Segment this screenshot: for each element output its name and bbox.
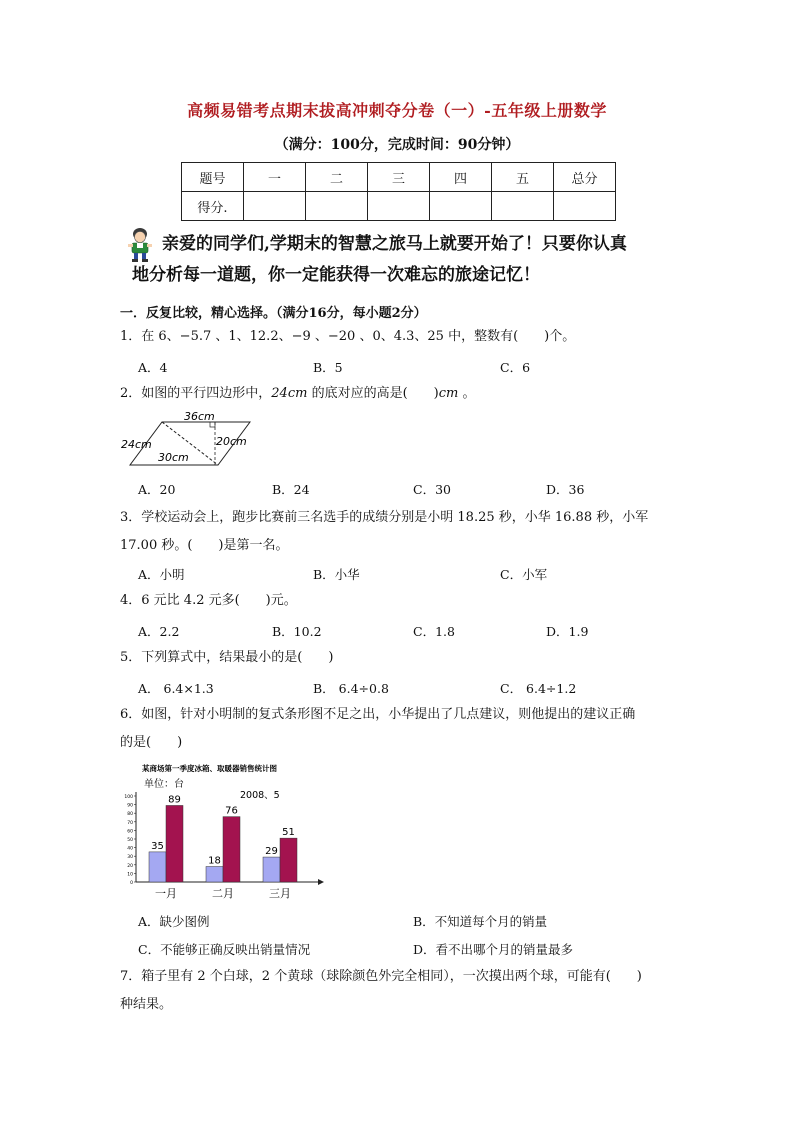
chart-bar-value-label: 35: [151, 840, 164, 852]
chart-category-label: 一月: [155, 887, 177, 900]
question-3-text: [120, 504, 680, 560]
score-input-cell[interactable]: [306, 192, 368, 221]
chart-bar: [280, 838, 297, 882]
greeting-text: [132, 229, 682, 291]
option-b[interactable]: B．小华: [313, 567, 360, 582]
option-d[interactable]: D．1.9: [546, 624, 589, 639]
chart-y-tick-label: 90: [127, 803, 133, 809]
figure-label-right: 20cm: [216, 435, 247, 448]
chart-y-tick-label: 0: [130, 881, 133, 886]
option-a[interactable]: A．2.2: [138, 624, 180, 639]
chart-category-label: 二月: [212, 887, 234, 900]
question-6-text: [120, 701, 680, 757]
option-b[interactable]: B．24: [272, 482, 310, 497]
score-header-cell: 五: [492, 163, 554, 192]
question-7-line: 7．箱子里有 2 个白球，2 个黄球（球除颜色外完全相同），一次摸出两个球，可能有( ): [120, 969, 642, 984]
option-c[interactable]: C．小军: [500, 567, 548, 582]
chart-y-tick-label: 100: [124, 795, 133, 800]
chart-y-tick-label: 10: [127, 872, 133, 878]
score-header-cell: 二: [306, 163, 368, 192]
greeting-line: 地分析每一道题，你一定能获得一次难忘的旅途记忆！: [132, 265, 540, 285]
chart-y-tick-label: 30: [127, 855, 133, 861]
question-7-text: [120, 963, 680, 1019]
option-a[interactable]: A．缺少图例: [138, 914, 210, 929]
option-a[interactable]: A．20: [138, 482, 176, 497]
option-c[interactable]: C．1.8: [413, 624, 455, 639]
exam-subtitle: （满分：100分，完成时间：90分钟）: [274, 137, 520, 153]
chart-bar-value-label: 51: [282, 827, 295, 839]
option-d[interactable]: D．36: [546, 482, 585, 497]
score-input-cell[interactable]: [492, 192, 554, 221]
option-c[interactable]: C． 6.4÷1.2: [500, 681, 577, 696]
chart-bar: [263, 857, 280, 882]
score-input-cell[interactable]: [430, 192, 492, 221]
question-2-part: 的底对应的高是( ): [307, 386, 439, 401]
question-2-part: 。: [458, 386, 476, 401]
chart-unit-label: 单位：台: [144, 779, 184, 790]
score-header-cell: 总分: [554, 163, 616, 192]
chart-bar: [223, 817, 240, 882]
section-heading: 一．反复比较，精心选择。（满分16分，每小题2分）: [120, 306, 427, 321]
greeting-line: 亲爱的同学们,学期末的智慧之旅马上就要开始了！只要你认真: [162, 234, 627, 254]
chart-title: 某商场第一季度冰箱、取暖器销售统计图: [142, 764, 277, 773]
option-b[interactable]: B．不知道每个月的销量: [413, 914, 548, 929]
score-header-cell: 四: [430, 163, 492, 192]
student-mascot-icon: [126, 226, 154, 262]
chart-bar-value-label: 18: [208, 855, 221, 867]
score-header-cell: 三: [368, 163, 430, 192]
option-a[interactable]: A．小明: [138, 567, 185, 582]
option-d[interactable]: D．看不出哪个月的销量最多: [413, 942, 574, 957]
question-1-text: 1．在 6、−5.7 、1、12.2、−9 、−20 、0、4.3、25 中，整数有( )个。: [120, 329, 576, 344]
chart-y-tick-label: 40: [127, 846, 133, 852]
question-3-line: 3．学校运动会上，跑步比赛前三名选手的成绩分别是小明 18.25 秒，小华 16.88 秒，小军: [120, 510, 649, 525]
chart-bar: [206, 867, 223, 882]
figure-label-top: 36cm: [184, 410, 215, 423]
chart-bar-value-label: 89: [168, 794, 181, 806]
chart-y-tick-label: 80: [127, 812, 133, 818]
chart-y-tick-label: 20: [127, 863, 133, 869]
chart-x-axis-arrow: [318, 879, 324, 885]
question-2-part: 2．如图的平行四边形中，: [120, 386, 272, 401]
question-2-unit: cm: [438, 386, 459, 401]
score-input-cell[interactable]: [244, 192, 306, 221]
score-table-score-row: [182, 192, 616, 221]
parallelogram-figure: [118, 410, 258, 470]
option-a[interactable]: A．4: [138, 360, 168, 375]
exam-title: 高频易错考点期末拔高冲刺夺分卷（一）-五年级上册数学: [187, 101, 607, 120]
score-input-cell[interactable]: [554, 192, 616, 221]
question-2-text: [120, 380, 680, 408]
score-row-label: 得分.: [182, 192, 244, 221]
option-b[interactable]: B． 6.4÷0.8: [313, 681, 389, 696]
score-table: [181, 162, 616, 221]
option-c[interactable]: C．30: [413, 482, 451, 497]
chart-y-tick-label: 70: [127, 820, 133, 826]
option-a[interactable]: A． 6.4×1.3: [138, 681, 214, 696]
option-c[interactable]: C．不能够正确反映出销量情况: [138, 942, 311, 957]
sales-bar-chart: [118, 760, 333, 905]
score-table-header-row: [182, 163, 616, 192]
chart-bars: [149, 794, 297, 900]
chart-bar: [166, 805, 183, 882]
option-c[interactable]: C．6: [500, 360, 531, 375]
chart-category-label: 三月: [269, 887, 291, 900]
score-header-cell: 一: [244, 163, 306, 192]
chart-y-tick-label: 60: [127, 829, 133, 835]
option-b[interactable]: B．10.2: [272, 624, 322, 639]
question-7-line: 种结果。: [120, 997, 173, 1012]
chart-bar-value-label: 76: [225, 805, 238, 817]
question-6-options: [138, 912, 678, 962]
figure-label-left: 24cm: [121, 438, 152, 451]
chart-bar: [149, 852, 166, 882]
question-6-line: 的是( ): [120, 735, 183, 750]
chart-bar-value-label: 29: [265, 846, 278, 858]
figure-label-bottom: 30cm: [158, 451, 189, 464]
option-b[interactable]: B．5: [313, 360, 343, 375]
question-3-line: 17.00 秒。( )是第一名。: [120, 538, 289, 553]
score-header-cell: 题号: [182, 163, 244, 192]
chart-y-tick-label: 50: [127, 838, 133, 843]
question-4-text: 4．6 元比 4.2 元多( )元。: [120, 593, 297, 608]
question-2-unit: 24cm: [271, 386, 308, 401]
score-input-cell[interactable]: [368, 192, 430, 221]
chart-date-label: 2008、5: [240, 790, 280, 801]
question-5-text: 5．下列算式中，结果最小的是( ): [120, 650, 334, 665]
question-6-line: 6．如图，针对小明制的复式条形图不足之出，小华提出了几点建议，则他提出的建议正确: [120, 707, 636, 722]
